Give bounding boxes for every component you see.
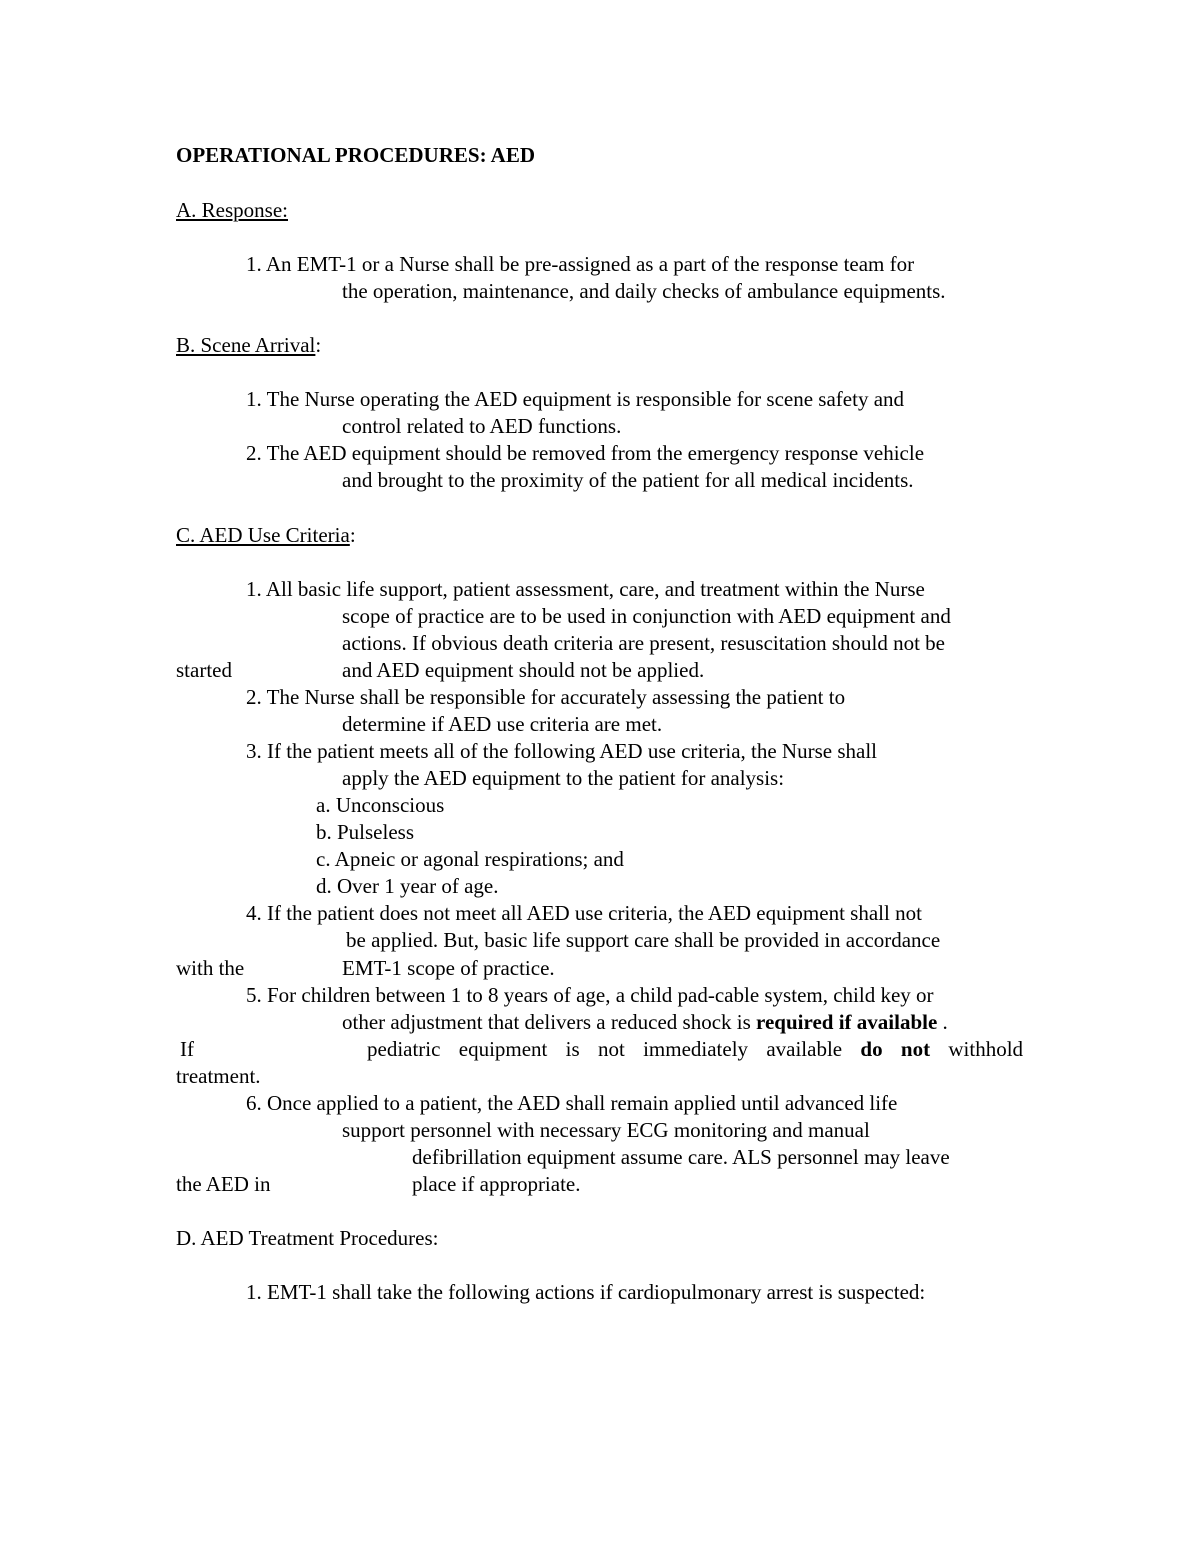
section-c-item-5-line-3-left: If xyxy=(180,1037,194,1061)
item-5-line-3-end: withhold xyxy=(948,1037,1024,1061)
section-c-item-2-line-1: 2. The Nurse shall be responsible for accurately assessing the patient to xyxy=(246,685,846,709)
section-c-item-5-line-3 xyxy=(367,1036,1023,1063)
section-b-heading xyxy=(176,332,321,359)
do-not-emphasis: do not xyxy=(860,1037,931,1061)
section-c-item-1-line-3: actions. If obvious death criteria are present, resuscitation should not be xyxy=(342,631,945,655)
section-c-heading-label: C. AED Use Criteria xyxy=(176,523,350,547)
section-b-item-1-line-1: 1. The Nurse operating the AED equipment is responsible for scene safety and xyxy=(246,387,905,411)
criteria-item-d: d. Over 1 year of age. xyxy=(316,874,499,898)
document-title: OPERATIONAL PROCEDURES: AED xyxy=(176,143,535,167)
section-c-item-5-line-1: 5. For children between 1 to 8 years of age, a child pad-cable system, child key or xyxy=(246,983,934,1007)
section-c-item-4-line-3-left: with the xyxy=(176,956,245,980)
section-c-item-1-line-1: 1. All basic life support, patient assessment, care, and treatment within the Nurse xyxy=(246,577,925,601)
section-c-heading xyxy=(176,522,356,549)
section-c-item-3-line-1: 3. If the patient meets all of the following AED use criteria, the Nurse shall xyxy=(246,739,877,763)
section-c-item-4-line-3: EMT-1 scope of practice. xyxy=(342,956,555,980)
section-c-item-6-line-1: 6. Once applied to a patient, the AED shall remain applied until advanced life xyxy=(246,1091,898,1115)
section-c-item-1-line-2: scope of practice are to be used in conjunction with AED equipment and xyxy=(342,604,951,628)
section-b-item-2-line-1: 2. The AED equipment should be removed from the emergency response vehicle xyxy=(246,441,925,465)
required-if-available-emphasis: required if available xyxy=(756,1010,938,1034)
section-a-heading: A. Response: xyxy=(176,198,288,222)
section-c-item-3-line-2: apply the AED equipment to the patient for analysis: xyxy=(342,766,785,790)
section-c-item-6-line-2: support personnel with necessary ECG monitoring and manual xyxy=(342,1118,870,1142)
item-5-line-2-text: other adjustment that delivers a reduced shock is xyxy=(342,1010,757,1034)
section-b-heading-colon: : xyxy=(315,333,322,357)
section-c-item-5-line-4: treatment. xyxy=(176,1064,261,1088)
section-c-item-4-line-1: 4. If the patient does not meet all AED use criteria, the AED equipment shall not xyxy=(246,901,922,925)
item-5-line-3-text: pediatric equipment is not immediately available xyxy=(367,1037,843,1061)
section-d-item-1-line-1: 1. EMT-1 shall take the following actions if cardiopulmonary arrest is suspected: xyxy=(246,1280,926,1304)
criteria-item-c: c. Apneic or agonal respirations; and xyxy=(316,847,624,871)
section-c-item-6-line-4: place if appropriate. xyxy=(412,1172,581,1196)
section-c-item-2-line-2: determine if AED use criteria are met. xyxy=(342,712,663,736)
section-c-item-1-line-4-left: started xyxy=(176,658,232,682)
section-a-item-1-line-1: 1. An EMT-1 or a Nurse shall be pre-assigned as a part of the response team for xyxy=(246,252,915,276)
section-c-heading-colon: : xyxy=(349,523,356,547)
section-b-item-1-line-2: control related to AED functions. xyxy=(342,414,622,438)
section-d-heading: D. AED Treatment Procedures: xyxy=(176,1226,439,1250)
section-c-item-6-line-3: defibrillation equipment assume care. ALS personnel may leave xyxy=(412,1145,950,1169)
section-b-item-2-line-2: and brought to the proximity of the patient for all medical incidents. xyxy=(342,468,914,492)
section-a-item-1-line-2: the operation, maintenance, and daily checks of ambulance equipments. xyxy=(342,279,946,303)
section-b-heading-label: B. Scene Arrival xyxy=(176,333,316,357)
criteria-item-b: b. Pulseless xyxy=(316,820,415,844)
section-c-item-5-line-2 xyxy=(342,1009,948,1036)
section-c-item-6-line-4-left: the AED in xyxy=(176,1172,271,1196)
criteria-item-a: a. Unconscious xyxy=(316,793,445,817)
section-c-item-4-line-2: be applied. But, basic life support care shall be provided in accordance xyxy=(346,928,941,952)
section-c-item-1-line-4: and AED equipment should not be applied. xyxy=(342,658,705,682)
item-5-line-2-end: . xyxy=(937,1010,948,1034)
